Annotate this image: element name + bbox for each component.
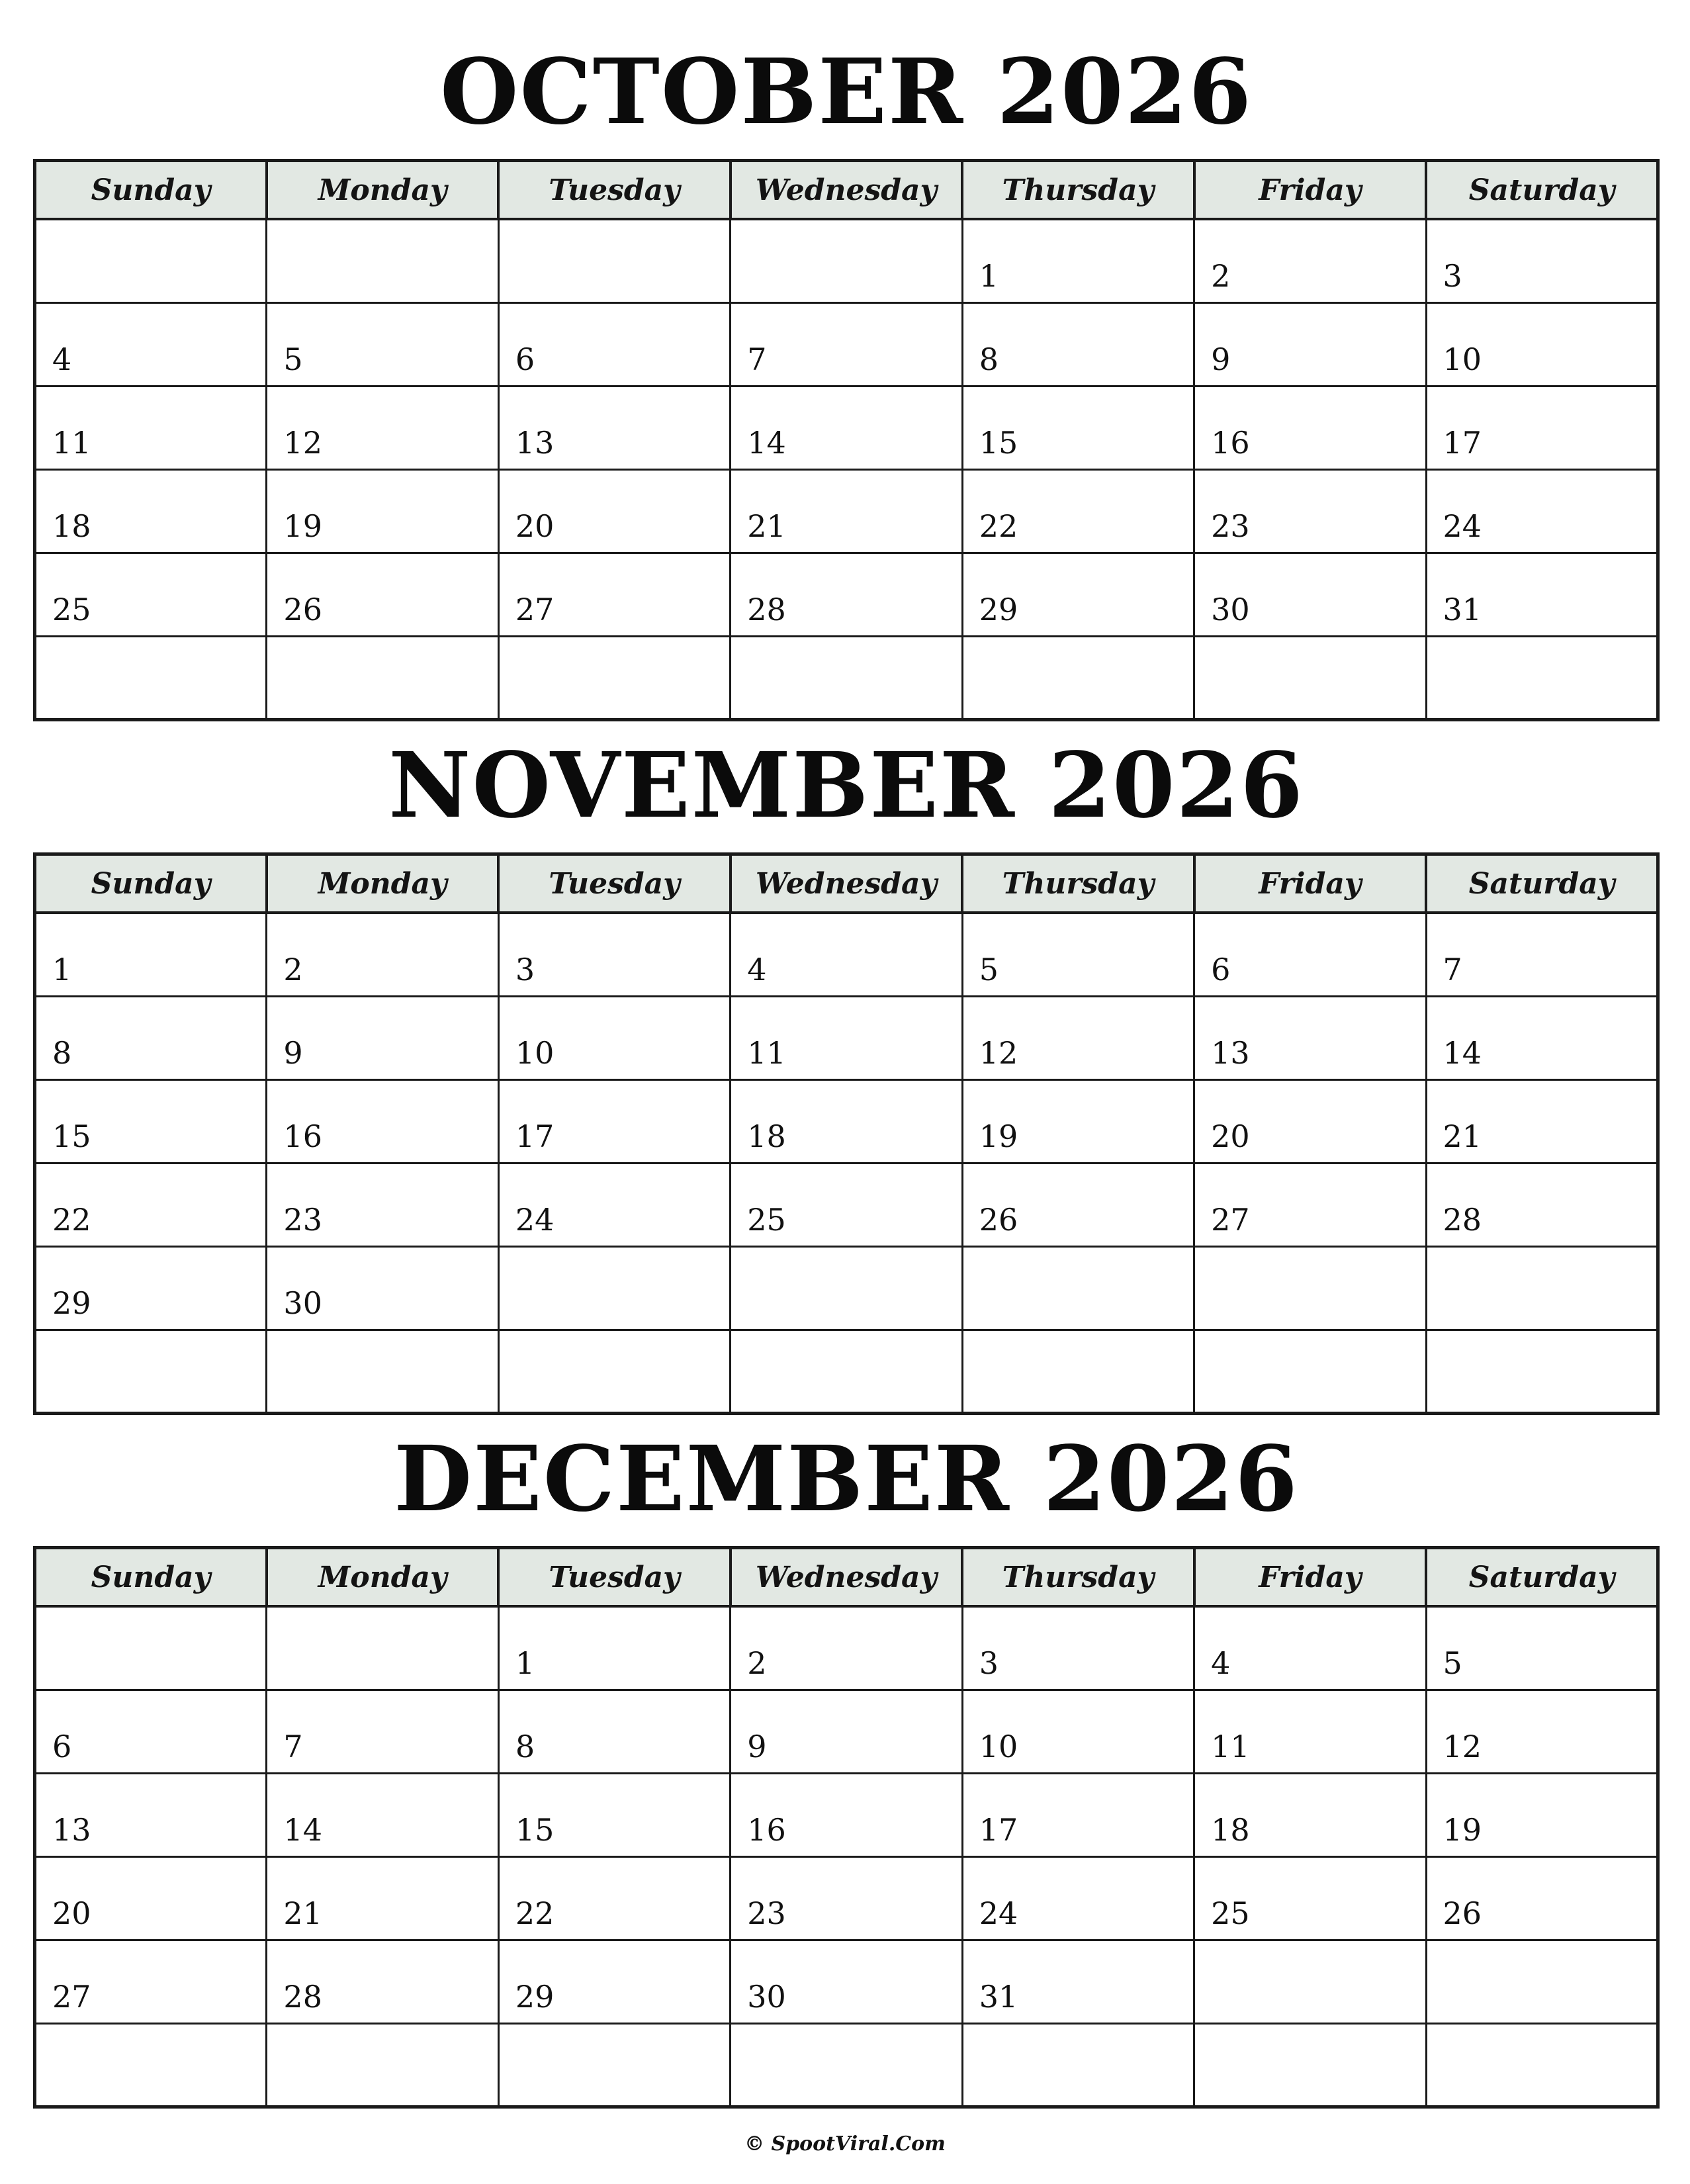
day-cell: 10: [498, 996, 730, 1079]
day-cell: [962, 636, 1194, 719]
weekday-header: Saturday: [1426, 1548, 1658, 1607]
day-cell: 9: [1194, 302, 1426, 386]
weekday-header: Monday: [267, 161, 498, 220]
day-cell: 27: [1194, 1163, 1426, 1246]
day-cell: 30: [267, 1246, 498, 1330]
day-cell: 12: [962, 996, 1194, 1079]
day-cell: 10: [1426, 302, 1658, 386]
day-cell: 23: [1194, 469, 1426, 553]
day-cell: [267, 1606, 498, 1690]
day-cell: 3: [1426, 219, 1658, 302]
month-title: OCTOBER 2026: [440, 39, 1253, 145]
week-row: [35, 636, 1658, 719]
day-cell: 5: [962, 913, 1194, 996]
day-cell: 5: [1426, 1606, 1658, 1690]
day-cell: 13: [498, 386, 730, 469]
day-cell: 16: [1194, 386, 1426, 469]
day-cell: 19: [962, 1079, 1194, 1163]
week-row: [35, 1856, 1658, 1940]
day-cell: 22: [35, 1163, 267, 1246]
weekday-header: Monday: [267, 1548, 498, 1607]
day-cell: 19: [1426, 1773, 1658, 1856]
day-cell: 24: [498, 1163, 730, 1246]
weekday-header-row: [35, 161, 1658, 220]
day-cell: [35, 2023, 267, 2107]
month-november: [33, 733, 1660, 1415]
day-cell: 24: [1426, 469, 1658, 553]
day-cell: 9: [731, 1690, 962, 1773]
weekday-header: Thursday: [962, 854, 1194, 913]
weekday-header: Friday: [1194, 1548, 1426, 1607]
day-cell: 23: [731, 1856, 962, 1940]
weekday-header: Saturday: [1426, 161, 1658, 220]
month-title: NOVEMBER 2026: [388, 733, 1304, 839]
day-cell: [1426, 1330, 1658, 1413]
day-cell: 14: [1426, 996, 1658, 1079]
week-row: [35, 1079, 1658, 1163]
day-cell: [731, 2023, 962, 2107]
week-row: [35, 1606, 1658, 1690]
day-cell: 18: [1194, 1773, 1426, 1856]
day-cell: 18: [35, 469, 267, 553]
day-cell: 9: [267, 996, 498, 1079]
week-row: [35, 1246, 1658, 1330]
week-row: [35, 2023, 1658, 2107]
day-cell: [498, 2023, 730, 2107]
day-cell: 6: [1194, 913, 1426, 996]
day-cell: 15: [35, 1079, 267, 1163]
day-cell: 21: [267, 1856, 498, 1940]
weekday-header: Wednesday: [731, 854, 962, 913]
day-cell: 5: [267, 302, 498, 386]
day-cell: 24: [962, 1856, 1194, 1940]
day-cell: 8: [962, 302, 1194, 386]
day-cell: 15: [962, 386, 1194, 469]
day-cell: [35, 636, 267, 719]
day-cell: 31: [962, 1940, 1194, 2023]
day-cell: [962, 1246, 1194, 1330]
day-cell: 20: [35, 1856, 267, 1940]
day-cell: 7: [267, 1690, 498, 1773]
weekday-header: Wednesday: [731, 1548, 962, 1607]
day-cell: [731, 1246, 962, 1330]
day-cell: 3: [498, 913, 730, 996]
weekday-header: Monday: [267, 854, 498, 913]
weekday-header: Wednesday: [731, 161, 962, 220]
week-row: [35, 913, 1658, 996]
day-cell: 30: [1194, 553, 1426, 636]
day-cell: [731, 1330, 962, 1413]
day-cell: 7: [1426, 913, 1658, 996]
day-cell: 31: [1426, 553, 1658, 636]
day-cell: 25: [1194, 1856, 1426, 1940]
day-cell: 4: [731, 913, 962, 996]
calendar-grid: [33, 1546, 1660, 2109]
week-row: [35, 469, 1658, 553]
month-december: [33, 1426, 1660, 2109]
week-row: [35, 302, 1658, 386]
day-cell: [962, 1330, 1194, 1413]
day-cell: [962, 2023, 1194, 2107]
weekday-header: Sunday: [35, 854, 267, 913]
day-cell: 11: [1194, 1690, 1426, 1773]
day-cell: 3: [962, 1606, 1194, 1690]
day-cell: 8: [498, 1690, 730, 1773]
day-cell: [35, 1606, 267, 1690]
weekday-header: Tuesday: [498, 854, 730, 913]
day-cell: 19: [267, 469, 498, 553]
day-cell: 22: [962, 469, 1194, 553]
day-cell: 13: [1194, 996, 1426, 1079]
month-title: DECEMBER 2026: [394, 1426, 1299, 1532]
day-cell: 11: [35, 386, 267, 469]
week-row: [35, 386, 1658, 469]
week-row: [35, 553, 1658, 636]
day-cell: [267, 636, 498, 719]
weekday-header: Friday: [1194, 854, 1426, 913]
day-cell: 8: [35, 996, 267, 1079]
day-cell: [1426, 1246, 1658, 1330]
day-cell: 12: [1426, 1690, 1658, 1773]
day-cell: [35, 1330, 267, 1413]
day-cell: 29: [35, 1246, 267, 1330]
day-cell: 6: [35, 1690, 267, 1773]
day-cell: [498, 636, 730, 719]
day-cell: 7: [731, 302, 962, 386]
day-cell: [1426, 636, 1658, 719]
weekday-header: Saturday: [1426, 854, 1658, 913]
day-cell: 13: [35, 1773, 267, 1856]
calendar-grid: [33, 852, 1660, 1415]
day-cell: [731, 219, 962, 302]
day-cell: 27: [35, 1940, 267, 2023]
day-cell: [731, 636, 962, 719]
day-cell: [1194, 1940, 1426, 2023]
day-cell: [1194, 2023, 1426, 2107]
week-row: [35, 219, 1658, 302]
day-cell: 12: [267, 386, 498, 469]
day-cell: 18: [731, 1079, 962, 1163]
day-cell: 25: [731, 1163, 962, 1246]
day-cell: 14: [731, 386, 962, 469]
day-cell: 1: [498, 1606, 730, 1690]
day-cell: 23: [267, 1163, 498, 1246]
day-cell: [498, 1330, 730, 1413]
day-cell: 21: [731, 469, 962, 553]
day-cell: 21: [1426, 1079, 1658, 1163]
day-cell: [1194, 1246, 1426, 1330]
week-row: [35, 996, 1658, 1079]
day-cell: 20: [1194, 1079, 1426, 1163]
day-cell: [498, 1246, 730, 1330]
day-cell: [267, 1330, 498, 1413]
weekday-header-row: [35, 1548, 1658, 1607]
day-cell: 28: [267, 1940, 498, 2023]
day-cell: 1: [962, 219, 1194, 302]
day-cell: 15: [498, 1773, 730, 1856]
weekday-header-row: [35, 854, 1658, 913]
calendar-grid: [33, 159, 1660, 721]
day-cell: 28: [731, 553, 962, 636]
day-cell: 2: [731, 1606, 962, 1690]
week-row: [35, 1773, 1658, 1856]
day-cell: [498, 219, 730, 302]
day-cell: [1426, 1940, 1658, 2023]
day-cell: [267, 2023, 498, 2107]
day-cell: 26: [962, 1163, 1194, 1246]
day-cell: [35, 219, 267, 302]
day-cell: 16: [731, 1773, 962, 1856]
day-cell: 4: [1194, 1606, 1426, 1690]
day-cell: 27: [498, 553, 730, 636]
week-row: [35, 1163, 1658, 1246]
day-cell: 17: [1426, 386, 1658, 469]
day-cell: 1: [35, 913, 267, 996]
day-cell: 16: [267, 1079, 498, 1163]
day-cell: 14: [267, 1773, 498, 1856]
day-cell: 2: [267, 913, 498, 996]
day-cell: 6: [498, 302, 730, 386]
week-row: [35, 1690, 1658, 1773]
day-cell: 28: [1426, 1163, 1658, 1246]
weekday-header: Tuesday: [498, 161, 730, 220]
day-cell: 10: [962, 1690, 1194, 1773]
day-cell: 20: [498, 469, 730, 553]
day-cell: 2: [1194, 219, 1426, 302]
day-cell: [267, 219, 498, 302]
weekday-header: Friday: [1194, 161, 1426, 220]
weekday-header: Sunday: [35, 1548, 267, 1607]
day-cell: 22: [498, 1856, 730, 1940]
day-cell: [1194, 636, 1426, 719]
day-cell: 29: [962, 553, 1194, 636]
day-cell: 25: [35, 553, 267, 636]
day-cell: 26: [267, 553, 498, 636]
day-cell: 26: [1426, 1856, 1658, 1940]
day-cell: 17: [498, 1079, 730, 1163]
week-row: [35, 1330, 1658, 1413]
day-cell: 11: [731, 996, 962, 1079]
day-cell: 4: [35, 302, 267, 386]
day-cell: [1426, 2023, 1658, 2107]
week-row: [35, 1940, 1658, 2023]
day-cell: 29: [498, 1940, 730, 2023]
month-october: [33, 39, 1660, 721]
day-cell: 30: [731, 1940, 962, 2023]
weekday-header: Thursday: [962, 1548, 1194, 1607]
day-cell: [1194, 1330, 1426, 1413]
footer-credit: © SpootViral.Com: [744, 2132, 946, 2156]
day-cell: 17: [962, 1773, 1194, 1856]
weekday-header: Sunday: [35, 161, 267, 220]
weekday-header: Thursday: [962, 161, 1194, 220]
weekday-header: Tuesday: [498, 1548, 730, 1607]
